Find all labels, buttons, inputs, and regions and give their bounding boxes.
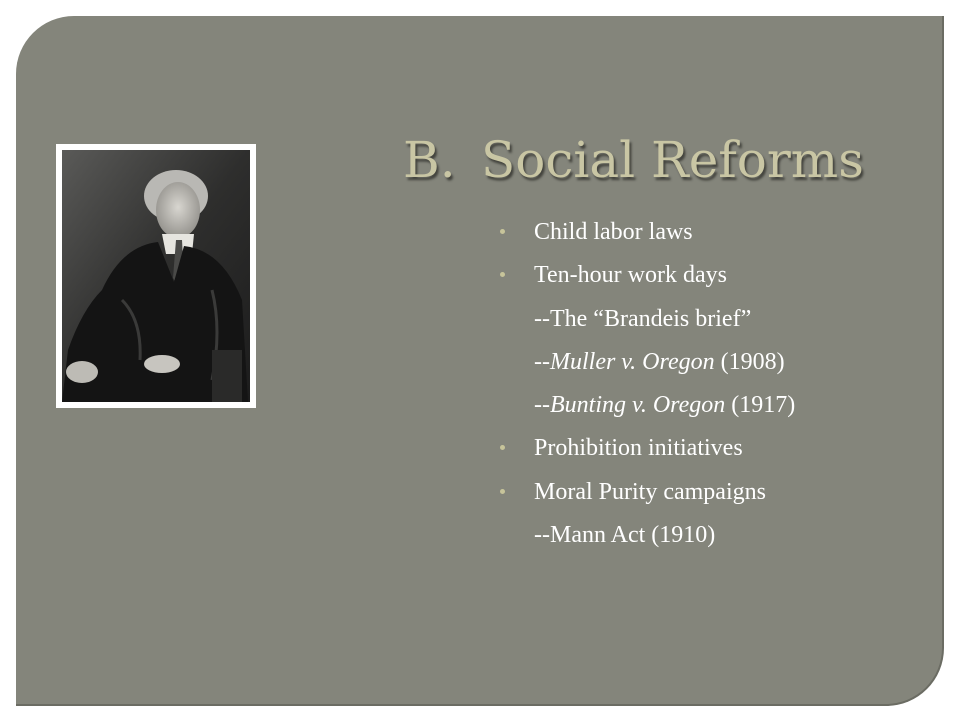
bullet-list [500, 212, 920, 558]
sub-bullet-text: --The “Brandeis brief” [534, 305, 752, 332]
sub-bullet-text [534, 385, 795, 425]
case-prefix: -- [534, 392, 550, 419]
sub-bullet-item [500, 342, 920, 385]
bullet-item [500, 212, 920, 255]
bullet-item [500, 428, 920, 471]
bullet-dot-icon [500, 489, 505, 494]
sub-bullet-item [500, 299, 920, 342]
bullet-text: Ten-hour work days [534, 262, 727, 289]
bullet-dot-icon [500, 272, 505, 277]
bullet-text: Prohibition initiatives [534, 435, 743, 462]
case-name: Bunting v. Oregon [549, 392, 726, 419]
title-letter: B. [403, 131, 456, 189]
case-year: (1917) [725, 392, 796, 419]
bullet-text: Moral Purity campaigns [534, 478, 766, 505]
bullet-dot-icon [500, 445, 505, 450]
bullet-text: Child labor laws [534, 219, 693, 245]
slide-title [403, 128, 923, 192]
sub-bullet-text: --Mann Act (1910) [534, 522, 716, 549]
sub-bullet-text [534, 342, 785, 382]
bullet-dot-icon [500, 229, 505, 234]
case-name: Muller v. Oregon [549, 348, 715, 375]
title-text: Social Reforms [481, 131, 864, 189]
sub-bullet-item [500, 385, 920, 428]
case-year: (1908) [714, 348, 785, 375]
portrait-photo-frame [56, 144, 256, 408]
sub-bullet-item [500, 515, 920, 558]
bullet-item [500, 255, 920, 298]
case-prefix: -- [534, 348, 550, 375]
portrait-photo [62, 150, 250, 402]
bullet-item [500, 472, 920, 515]
